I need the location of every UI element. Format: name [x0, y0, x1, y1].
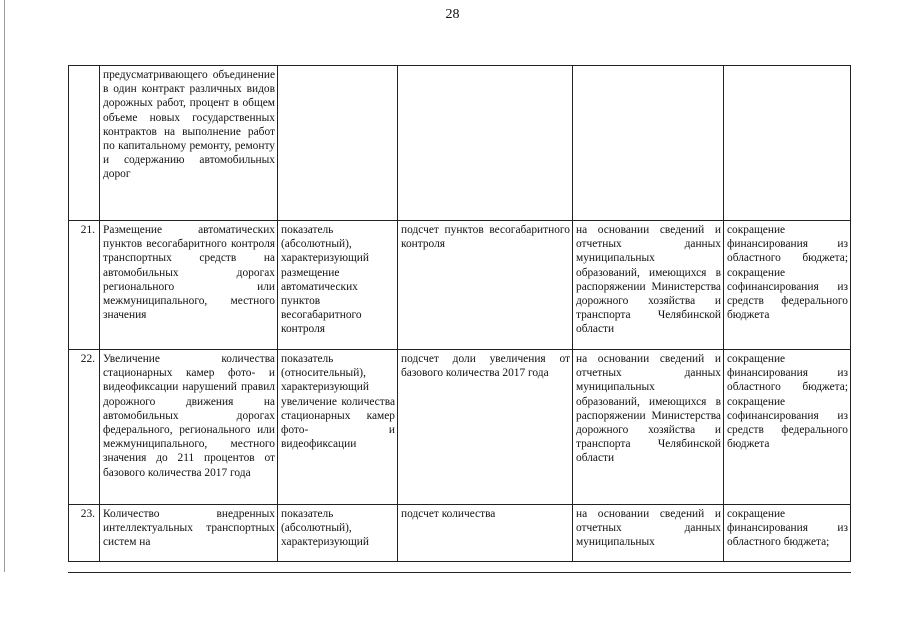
consequence-cell: [724, 66, 851, 221]
indicator-type-cell: показатель (относительный), характеризующий увеличение количества стационарных камер фото- и видеофиксации: [278, 350, 398, 505]
indicator-name-cell: Увеличение количества стационарных камер фото- и видеофиксации нарушений правил дорожного движения на автомобильных дорогах федерального, регионального или межмуниципального, местного значения до 211 процентов от базового количества 2017 года: [100, 350, 278, 505]
row-number: 21.: [69, 221, 100, 350]
indicators-table: [68, 65, 851, 562]
row-number: [69, 66, 100, 221]
data-source-cell: на основании сведений и отчетных данных муниципальных образований, имеющихся в распоряжении Министерства дорожного хозяйства и транспорта Челябинской области: [573, 350, 724, 505]
data-source-cell: на основании сведений и отчетных данных муниципальных образований, имеющихся в распоряжении Министерства дорожного хозяйства и транспорта Челябинской области: [573, 221, 724, 350]
data-source-cell: [573, 66, 724, 221]
calculation-method-cell: [398, 66, 573, 221]
consequence-cell: сокращение финансирования из областного бюджета; сокращение софинансирования из средств федерального бюджета: [724, 350, 851, 505]
row-number: 22.: [69, 350, 100, 505]
page-bottom-margin: [0, 572, 905, 640]
table-row: [69, 350, 851, 505]
table-row: [69, 221, 851, 350]
consequence-cell: сокращение финансирования из областного бюджета; сокращение софинансирования из средств федерального бюджета: [724, 221, 851, 350]
table-row: [69, 66, 851, 221]
page-left-edge: [4, 0, 5, 640]
table-row: [69, 505, 851, 562]
calculation-method-cell: подсчет пунктов весогабаритного контроля: [398, 221, 573, 350]
page-number: 28: [445, 7, 460, 22]
consequence-cell: сокращение финансирования из областного бюджета;: [724, 505, 851, 562]
table-bottom-border: [68, 572, 851, 573]
indicator-name-cell: предусматривающего объединение в один контракт различных видов дорожных работ, процент в общем объеме новых государственных контрактов на выполнение работ по капитальному ремонту, ремонту и содержанию автомобильных дорог: [100, 66, 278, 221]
indicator-type-cell: [278, 66, 398, 221]
indicator-name-cell: Размещение автоматических пунктов весогабаритного контроля транспортных средств на автомобильных дорогах регионального или межмуниципального, местного значения: [100, 221, 278, 350]
data-source-cell: на основании сведений и отчетных данных муниципальных: [573, 505, 724, 562]
calculation-method-cell: подсчет количества: [398, 505, 573, 562]
row-number: 23.: [69, 505, 100, 562]
indicator-type-cell: показатель (абсолютный), характеризующий: [278, 505, 398, 562]
calculation-method-cell: подсчет доли увеличения от базового количества 2017 года: [398, 350, 573, 505]
indicator-type-cell: показатель (абсолютный), характеризующий размещение автоматических пунктов весогабаритного контроля: [278, 221, 398, 350]
indicator-name-cell: Количество внедренных интеллектуальных транспортных систем на: [100, 505, 278, 562]
